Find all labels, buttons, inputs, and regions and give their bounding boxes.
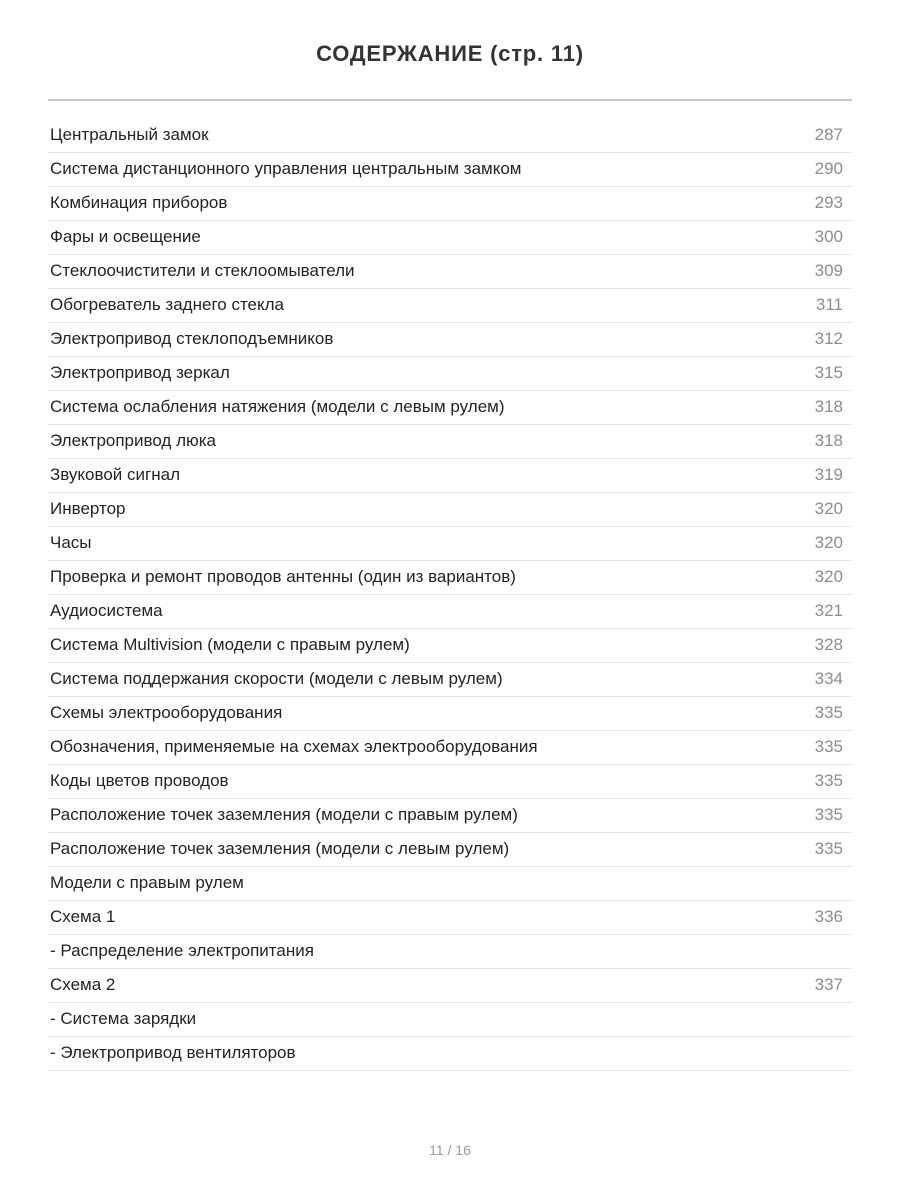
toc-item-page-number: 321 — [814, 601, 843, 620]
toc-item-page-number: 336 — [814, 907, 843, 926]
toc-item-label: Коды цветов проводов — [50, 771, 229, 790]
toc-item-label: Система поддержания скорости (модели с левым рулем) — [50, 669, 503, 688]
viewer-page-indicator: 11 / 16 — [429, 1142, 471, 1158]
toc-item-page-number: 318 — [814, 431, 843, 450]
toc-row[interactable] — [48, 119, 852, 153]
toc-row[interactable] — [48, 493, 852, 527]
toc-row[interactable] — [48, 765, 852, 799]
toc-item-page-number: 315 — [814, 363, 843, 382]
toc-row[interactable] — [48, 357, 852, 391]
toc-item-label: Аудиосистема — [50, 601, 163, 620]
toc-item-label: Расположение точек заземления (модели с правым рулем) — [50, 805, 518, 824]
toc-item-page-number: 312 — [814, 329, 843, 348]
toc-row[interactable] — [48, 425, 852, 459]
toc-row[interactable] — [48, 561, 852, 595]
toc-item-page-number: 320 — [814, 533, 843, 552]
toc-item-page-number: 311 — [815, 295, 843, 314]
toc-item-label: Комбинация приборов — [50, 193, 228, 212]
toc-item-page-number: 335 — [814, 703, 843, 722]
toc-item-page-number: 320 — [814, 499, 843, 518]
toc-row[interactable] — [48, 527, 852, 561]
toc-item-label: Система ослабления натяжения (модели с левым рулем) — [50, 397, 505, 416]
toc-item-page-number: 335 — [814, 771, 843, 790]
toc-item-page-number: 337 — [814, 975, 843, 994]
toc-row[interactable] — [48, 833, 852, 867]
toc-row[interactable] — [48, 629, 852, 663]
toc-item-page-number: 309 — [814, 261, 843, 280]
toc-row[interactable] — [48, 1037, 852, 1071]
toc-item-label: - Система зарядки — [50, 1009, 197, 1028]
page-title: СОДЕРЖАНИЕ (стр. 11) — [316, 41, 584, 66]
toc-item-page-number: 328 — [814, 635, 843, 654]
toc-item-page-number: 335 — [814, 805, 843, 824]
toc-row[interactable] — [48, 153, 852, 187]
toc-item-label: Электропривод стеклоподъемников — [50, 329, 334, 348]
toc-row[interactable] — [48, 289, 852, 323]
toc-item-label: Схема 2 — [50, 975, 116, 994]
toc-item-page-number: 334 — [814, 669, 843, 688]
toc-item-label: Звуковой сигнал — [50, 465, 180, 484]
toc-row[interactable] — [48, 799, 852, 833]
toc-item-page-number: 335 — [814, 737, 843, 756]
toc-row[interactable] — [48, 935, 852, 969]
toc-item-page-number: 287 — [814, 125, 843, 144]
toc-row[interactable] — [48, 969, 852, 1003]
toc-item-label: Инвертор — [50, 499, 126, 518]
toc-item-page-number: 293 — [814, 193, 843, 212]
toc-item-label: Схемы электрооборудования — [50, 703, 283, 722]
toc-item-label: Центральный замок — [50, 125, 209, 144]
toc-item-label: Фары и освещение — [50, 227, 201, 246]
toc-row[interactable] — [48, 255, 852, 289]
toc-item-label: Модели с правым рулем — [50, 873, 244, 892]
toc-row[interactable] — [48, 663, 852, 697]
toc-list — [48, 101, 852, 1071]
toc-row[interactable] — [48, 391, 852, 425]
toc-item-page-number: 290 — [814, 159, 843, 178]
toc-item-label: Система дистанционного управления центральным замком — [50, 159, 522, 178]
toc-row[interactable] — [48, 697, 852, 731]
toc-item-page-number: 318 — [814, 397, 843, 416]
toc-item-label: Стеклоочистители и стеклоомыватели — [50, 261, 355, 280]
toc-item-label: Система Multivision (модели с правым рулем) — [50, 635, 410, 654]
toc-row[interactable] — [48, 731, 852, 765]
toc-item-label: - Распределение электропитания — [50, 941, 314, 960]
toc-item-page-number: 319 — [814, 465, 843, 484]
toc-item-label: Электропривод зеркал — [50, 363, 230, 382]
toc-item-label: Обозначения, применяемые на схемах электрооборудования — [50, 737, 538, 756]
toc-item-label: Расположение точек заземления (модели с левым рулем) — [50, 839, 510, 858]
toc-item-label: Схема 1 — [50, 907, 116, 926]
toc-item-page-number: 320 — [814, 567, 843, 586]
toc-row[interactable] — [48, 221, 852, 255]
toc-row[interactable] — [48, 595, 852, 629]
toc-row[interactable] — [48, 187, 852, 221]
toc-item-label: Электропривод люка — [50, 431, 217, 450]
toc-row[interactable] — [48, 459, 852, 493]
toc-row[interactable] — [48, 901, 852, 935]
toc-row[interactable] — [48, 323, 852, 357]
toc-item-page-number: 300 — [814, 227, 843, 246]
toc-item-label: Проверка и ремонт проводов антенны (один из вариантов) — [50, 567, 516, 586]
toc-row[interactable] — [48, 867, 852, 901]
toc-item-label: - Электропривод вентиляторов — [50, 1043, 296, 1062]
toc-item-label: Обогреватель заднего стекла — [50, 295, 284, 314]
toc-row[interactable] — [48, 1003, 852, 1037]
toc-item-label: Часы — [50, 533, 92, 552]
toc-item-page-number: 335 — [814, 839, 843, 858]
